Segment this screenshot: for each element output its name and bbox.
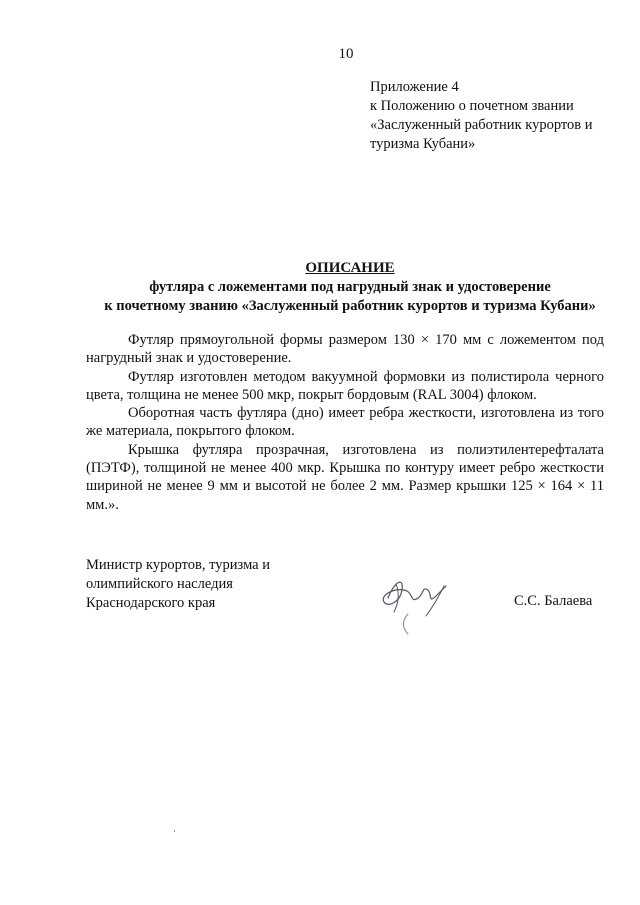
appendix-line: туризма Кубани»	[370, 136, 476, 152]
document-body	[86, 331, 604, 514]
signer-position-line: олимпийского наследия	[86, 576, 233, 592]
body-paragraph: Футляр прямоугольной формы размером 130 × 170 мм с ложементом под нагрудный знак и удостоверение.	[86, 332, 604, 367]
body-paragraph: Крышка футляра прозрачная, изготовлена из полиэтилентерефталата (ПЭТФ), толщиной не менее 400 мкр. Крышка по контуру имеет ребро жесткости шириной не менее 9 мм и высотой не более 2 мм. Размер крышки 125 × 164 × 11 мм.».	[86, 441, 604, 513]
signer-position	[86, 556, 270, 613]
document-title	[60, 259, 640, 316]
page-number: 10	[338, 46, 354, 62]
title-main: ОПИСАНИЕ	[305, 260, 395, 276]
scan-speck	[174, 830, 175, 832]
appendix-line: к Положению о почетном звании	[370, 98, 574, 114]
handwritten-signature	[374, 564, 454, 636]
appendix-line: «Заслуженный работник курортов и	[370, 117, 593, 133]
signature-block	[86, 556, 626, 636]
signer-name: С.С. Балаева	[514, 593, 593, 609]
title-subtitle-line: футляра с ложементами под нагрудный знак и удостоверение	[149, 279, 551, 295]
signer-position-line: Министр курортов, туризма и	[86, 557, 270, 573]
body-paragraph: Футляр изготовлен методом вакуумной формовки из полистирола черного цвета, толщина не менее 500 мкр, покрыт бордовым (RAL 3004) флоком.	[86, 368, 604, 403]
appendix-header	[370, 78, 620, 154]
appendix-line: Приложение 4	[370, 79, 459, 95]
title-subtitle-line: к почетному званию «Заслуженный работник курортов и туризма Кубани»	[104, 298, 596, 314]
body-paragraph: Оборотная часть футляра (дно) имеет ребра жесткости, изготовлена из того же материала, покрытого флоком.	[86, 405, 604, 440]
signer-position-line: Краснодарского края	[86, 595, 216, 611]
